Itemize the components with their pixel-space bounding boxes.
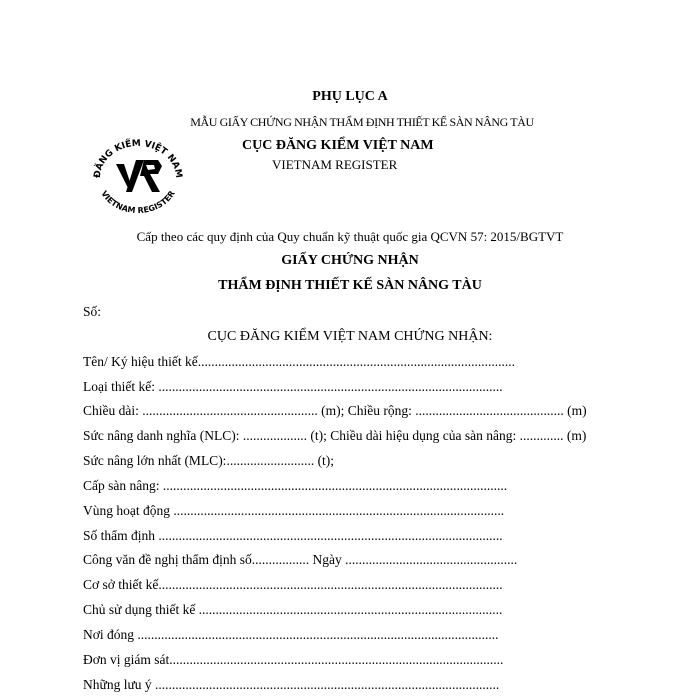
org-name-vi: CỤC ĐĂNG KIỂM VIỆT NAM bbox=[242, 138, 434, 153]
field-request-letter: Công văn đề nghị thẩm định số................. Ngày ................................................... bbox=[83, 552, 518, 567]
logo-vr-mark bbox=[116, 160, 162, 192]
field-supervising-unit: Đơn vị giám sát................................................................................................... bbox=[83, 652, 504, 667]
field-notes: Những lưu ý ...................................................................................................... bbox=[83, 677, 500, 692]
certificate-title-line2: THẨM ĐỊNH THIẾT KẾ SÀN NÂNG TÀU bbox=[218, 278, 482, 293]
logo-arc-top-text: ĐĂNG KIỂM VIỆT NAM bbox=[92, 138, 184, 179]
field-nominal-lift-capacity: Sức nâng danh nghĩa (NLC): ................... (t); Chiều dài hiệu dụng của sàn nâng: ............. (m) bbox=[83, 428, 587, 443]
certificate-number-label: Số: bbox=[83, 304, 102, 319]
field-design-owner: Chủ sử dụng thiết kế .......................................................................................... bbox=[83, 602, 503, 617]
field-length-width: Chiều dài: .................................................... (m); Chiều rộng: ............................................ (m) bbox=[83, 403, 587, 418]
field-operating-area: Vùng hoạt động .................................................................................................. bbox=[83, 503, 505, 518]
logo-arc-bottom-text: VIETNAM REGISTER bbox=[99, 189, 177, 216]
issued-under: Cấp theo các quy định của Quy chuẩn kỹ thuật quốc gia QCVN 57: 2015/BGTVT bbox=[136, 229, 564, 244]
appendix-subtitle: MẪU GIẤY CHỨNG NHẬN THẨM ĐỊNH THIẾT KẾ SÀN NÂNG TÀU bbox=[190, 115, 534, 129]
field-design-basis: Cơ sở thiết kế...................................................................................................... bbox=[83, 577, 503, 592]
field-design-name: Tên/ Ký hiệu thiết kế.............................................................................................. bbox=[83, 354, 515, 369]
field-design-type: Loại thiết kế: ...................................................................................................... bbox=[83, 379, 503, 394]
org-name-en: VIETNAM REGISTER bbox=[272, 157, 398, 172]
field-build-place: Nơi đóng ........................................................................................................... bbox=[83, 627, 499, 642]
certificate-title-line1: GIẤY CHỨNG NHẬN bbox=[281, 253, 419, 268]
vietnam-register-logo bbox=[88, 138, 188, 216]
field-appraisal-number: Số thẩm định ...................................................................................................... bbox=[83, 528, 503, 543]
field-max-lift-capacity: Sức nâng lớn nhất (MLC):.......................... (t); bbox=[83, 453, 335, 468]
field-platform-class: Cấp sàn nâng: ...................................................................................................... bbox=[83, 478, 508, 493]
certifies-heading: CỤC ĐĂNG KIỂM VIỆT NAM CHỨNG NHẬN: bbox=[207, 329, 493, 344]
appendix-title: PHỤ LỤC A bbox=[312, 89, 388, 104]
